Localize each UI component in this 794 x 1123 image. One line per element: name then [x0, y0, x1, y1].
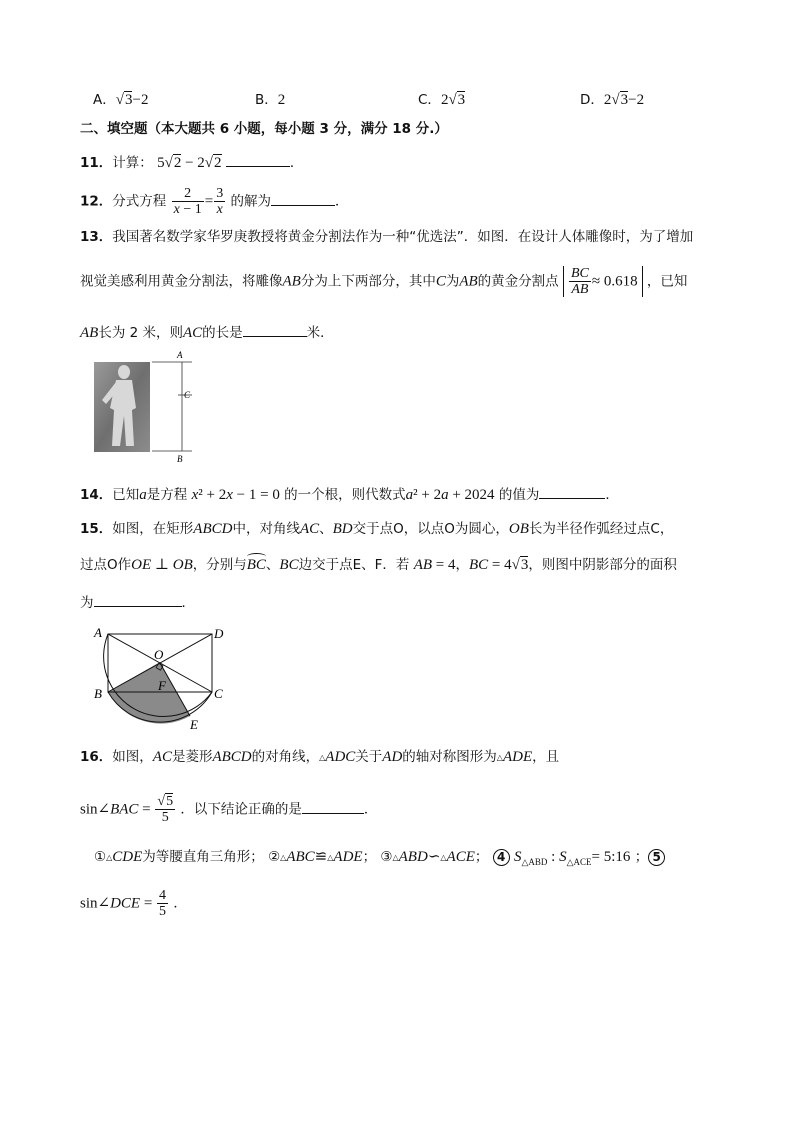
- option-c: C．2√3: [418, 92, 466, 108]
- answer-blank-11[interactable]: [226, 152, 290, 167]
- question-14: 14．已知a是方程 x² + 2x − 1 = 0 的一个根，则代数式a² + 2a + 2024 的值为 ．: [80, 484, 619, 504]
- label-b: B: [94, 686, 102, 701]
- label-f: F: [158, 678, 166, 693]
- label-c: C: [214, 686, 223, 701]
- question-16-conclusions: ①△CDE为等腰直角三角形； ②△ABC≌△ADE； ③△ABD∽△ACE； 4 $S_{\triangle ABD}$ : $S_{\triangle ACE}=$ 5:16 ； 5: [94, 848, 665, 871]
- label-a: A: [94, 625, 102, 640]
- answer-blank-13[interactable]: [243, 322, 307, 337]
- rectangle-arc-figure: [90, 622, 230, 734]
- label-c: C: [184, 390, 191, 400]
- question-15-line3: 为 ．: [80, 592, 195, 612]
- question-16-line4: sin∠DCE = $\frac{4}{5}$ ．: [80, 888, 187, 919]
- answer-blank-15[interactable]: [94, 592, 182, 607]
- answer-blank-16[interactable]: [302, 799, 364, 814]
- section-heading: 二、填空题（本大题共 6 小题，每小题 3 分，满分 18 分.）: [80, 121, 448, 137]
- question-11: 11．计算： 5√2 − 2√2 ．: [80, 152, 303, 172]
- option-a: A．√3−2: [93, 92, 149, 108]
- question-15-line1: 15．如图，在矩形ABCD中，对角线AC、BD交于点O，以点O为圆心，OB长为半径作弧经过点C，: [80, 521, 674, 537]
- question-13-line3: AB长为 2 米，则AC的长是 米．: [80, 322, 334, 342]
- question-16-line1: 16．如图，AC是菱形ABCD的对角线，△ADC关于AD的轴对称图形为△ADE，且: [80, 749, 560, 765]
- question-13-line1: 13．我国著名数学家华罗庚教授将黄金分割法作为一种“优选法”．如图．在设计人体雕像时，为了增加: [80, 229, 694, 245]
- label-a: A: [177, 350, 183, 360]
- label-e: E: [190, 717, 198, 732]
- question-13-line2: 视觉美感利用黄金分割法，将雕像AB分为上下两部分，其中C为AB的黄金分割点 $\frac{BC}{AB}$ ≈ 0.618 ，已知: [80, 266, 688, 297]
- label-d: D: [214, 626, 224, 641]
- answer-blank-12[interactable]: [271, 191, 335, 206]
- question-12: 12．分式方程 $\frac{2}{x - 1}$ = $\frac{3}{x}$ 的解为 ．: [80, 186, 349, 217]
- label-b: B: [177, 454, 183, 464]
- option-d: D．2√3−2: [580, 92, 645, 108]
- label-o: O: [154, 647, 164, 662]
- question-16-line2: sin∠BAC = $\frac{√5}{5}$ ．以下结论正确的是 ．: [80, 794, 378, 825]
- question-15-line2: 过点O作OE ⊥ OB，分别与BC、BC边交于点E、F．若 AB = 4，BC = 4√3，则图中阴影部分的面积: [80, 557, 677, 573]
- statue-figure: [92, 350, 202, 465]
- option-b: B．2: [255, 92, 286, 108]
- answer-blank-14[interactable]: [539, 484, 605, 499]
